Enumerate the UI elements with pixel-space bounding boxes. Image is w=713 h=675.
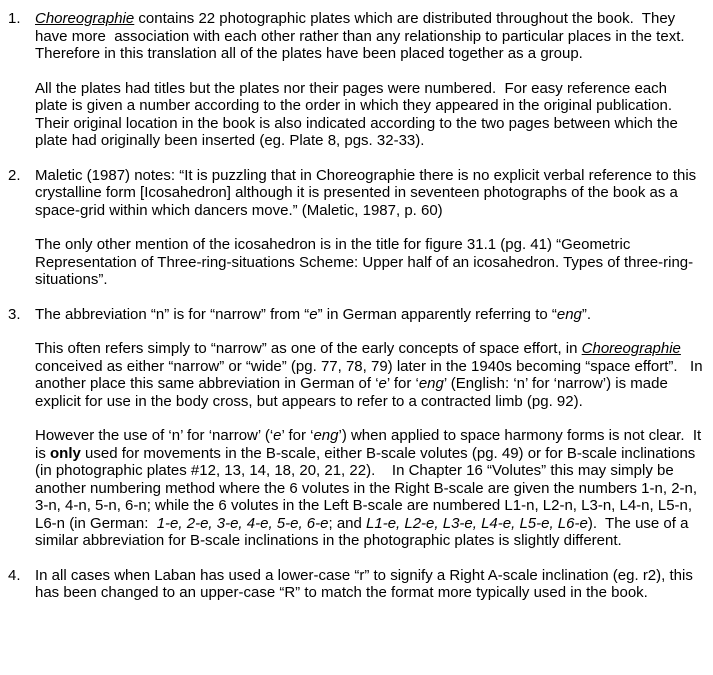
note-number: 3. (8, 305, 21, 323)
text-run: ’) when applied to space harmony forms is not clear. It is (35, 427, 706, 462)
note-body (35, 305, 707, 567)
text-run: The abbreviation “n” is for “narrow” from “ (35, 305, 310, 323)
note-item (8, 567, 703, 619)
text-run: Choreographie (35, 10, 135, 27)
note-paragraph (35, 10, 703, 63)
text-run: In all cases when Laban has used a lower-case “r” to signify a Right A-scale inclination (eg. r2), this has been changed to an upper-case “R” to match the format more typically used in the book. (35, 566, 697, 601)
note-number: 2. (8, 166, 21, 184)
note-item (8, 10, 703, 167)
text-run: eng (556, 305, 582, 323)
text-run: This often refers simply to “narrow” as one of the early concepts of space effort, in (35, 340, 582, 357)
note-paragraph (35, 306, 703, 324)
note-paragraph (35, 340, 707, 410)
text-run: However the use of ‘n’ for ‘narrow’ (‘ (35, 427, 274, 444)
note-paragraph (35, 80, 703, 150)
notes-list (8, 10, 707, 619)
note-item (8, 167, 703, 306)
text-run: e (378, 375, 387, 392)
note-number: 4. (8, 566, 21, 584)
text-run: All the plates had titles but the plates nor their pages were numbered. For easy reference each plate is given a number according to the order in which they appeared in the original publication. Their original location in the book is also indicated according to the two pages between which the plate had originally been inserted (eg. Plate 8, pgs. 32-33). (35, 79, 683, 149)
text-run: ’ for ‘ (281, 427, 314, 444)
text-run: only (50, 444, 81, 462)
note-item (8, 305, 707, 567)
note-number: 1. (8, 10, 21, 27)
text-run: ). The use of a similar abbreviation for B-scale inclinations in the photographic plates is slightly different. (35, 514, 693, 549)
text-run: ” in German apparently referring to “ (317, 305, 557, 323)
text-run: ”. (581, 305, 592, 323)
text-run: conceived as either “narrow” or “wide” (pg. 77, 78, 79) later in the 1940s becoming “space effort”. In another place this same abbreviation in German of ‘ (35, 340, 707, 392)
text-run: ; and (328, 514, 367, 532)
text-run: Choreographie (581, 340, 681, 357)
text-run: 1-e, 2-e, 3-e, 4-e, 5-e, 6-e (156, 514, 329, 532)
note-paragraph (35, 236, 703, 289)
text-run: ’ (English: ‘n’ for ‘narrow’) is made explicit for use in the body cross, but appears to refer to a contracted limb (pg. 92). (35, 375, 672, 410)
note-body (35, 167, 703, 306)
note-paragraph (35, 567, 703, 602)
text-run: ’ for ‘ (386, 375, 419, 392)
text-run: Maletic (1987) notes: “It is puzzling that in Choreographie there is no explicit verbal reference to this crystalline form [Icosahedron] although it is presented in seventeen photographs of the book as a space-grid within which dancers move.” (Maletic, 1987, p. 60) (35, 166, 701, 219)
text-run: eng (418, 375, 444, 392)
text-run: used for movements in the B-scale, either B-scale volutes (pg. 49) or for B-scale inclinations (in photographic plates #12, 13, 14, 18, 20, 21, 22). In Chapter 16 “Volutes” this may simply be another numbering method where the 6 volutes in the Right B-scale are given the numbers 1-n, 2-n, 3-n, 4-n, 5-n, 6-n; while the 6 volutes in the Left B-scale are numbered L1-n, L2-n, L3-n, L4-n, L5-n, L6-n (in German: (35, 444, 702, 532)
text-run: L1-e, L2-e, L3-e, L4-e, L5-e, L6-e (366, 514, 588, 532)
text-run: e (273, 427, 282, 444)
note-body (35, 567, 703, 619)
text-run: eng (313, 427, 339, 444)
note-paragraph (35, 427, 706, 550)
note-body (35, 10, 703, 167)
text-run: The only other mention of the icosahedron is in the title for figure 31.1 (pg. 41) “Geometric Representation of Three-ring-situations Scheme: Upper half of an icosahedron. Types of three-ring-situations”. (35, 236, 694, 288)
note-paragraph (35, 167, 703, 220)
text-run: contains 22 photographic plates which are distributed throughout the book. They have more association with each other rather than any relationship to particular places in the text. Therefore in this translation all of the plates have been placed together as a group. (35, 10, 697, 62)
text-run: e (309, 305, 318, 323)
